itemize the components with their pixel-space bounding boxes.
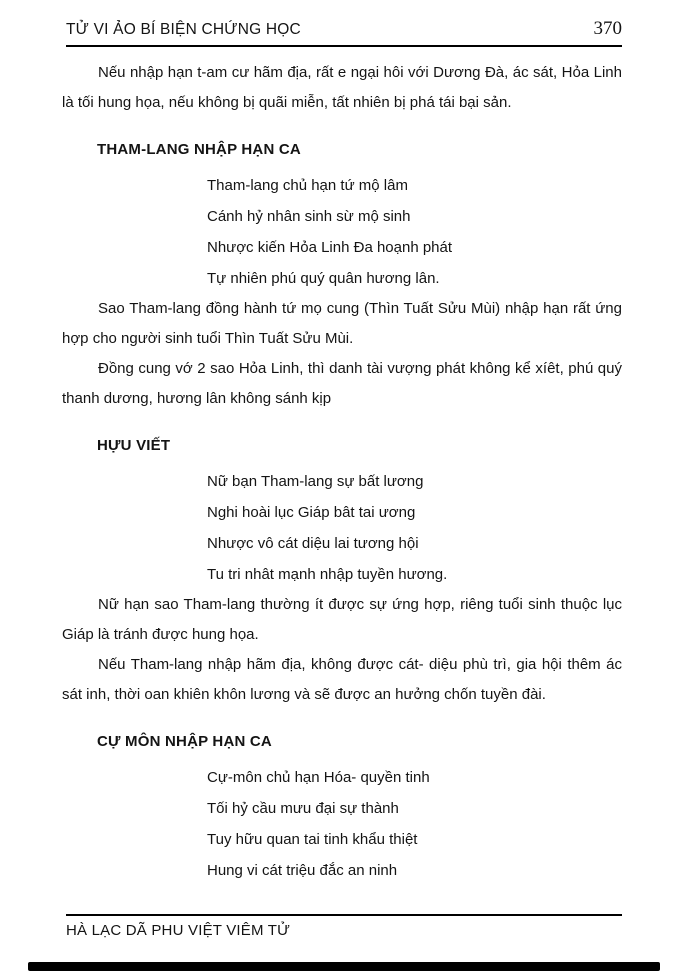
intro-paragraph: Nếu nhập hạn t-am cư hãm địa, rất e ngại hôi với Dương Đà, ác sát, Hỏa Linh là tối hung họa, nếu không bị quãi miễn, tất nhiên bị phá tái bại sản. — [62, 64, 622, 111]
verse-line: Tự nhiên phú quý quân hương lân. — [207, 270, 440, 287]
verse-line: Tu tri nhât mạnh nhập tuyền hương. — [207, 566, 448, 583]
verse-line: Cánh hỷ nhân sinh sừ mộ sinh — [207, 208, 411, 225]
section-heading-tham-lang-nhap-han-ca: THAM-LANG NHẬP HẠN CA — [97, 141, 301, 158]
page-header — [66, 18, 622, 47]
verse-line: Nữ bạn Tham-lang sự bất lương — [207, 473, 424, 490]
verse-line: Nghi hoài lục Giáp bât tai ương — [207, 504, 416, 521]
page-footer — [66, 914, 622, 939]
verse-line: Nhược kiến Hỏa Linh Đa hoạnh phát — [207, 239, 453, 256]
paragraph: Sao Tham-lang đồng hành tứ mọ cung (Thìn Tuất Sửu Mùi) nhập hạn rất ứng hợp cho người sinh tuổi Thìn Tuất Sửu Mùi. — [62, 300, 622, 347]
verse-line: Tuy hữu quan tai tinh khẩu thiệt — [207, 831, 418, 848]
section-heading-cu-mon-nhap-han-ca: CỰ MÔN NHẬP HẠN CA — [97, 733, 272, 750]
page-content — [62, 58, 622, 886]
paragraph: Đồng cung vớ 2 sao Hỏa Linh, thì danh tài vượng phát không kể xíêt, phú quý thanh dương, hương lân không sánh kịp — [62, 360, 622, 407]
footer-text: HÀ LẠC DÃ PHU VIỆT VIÊM TỬ — [66, 922, 291, 939]
scan-artifact-bar — [28, 962, 660, 971]
verse-line: Nhược vô cát diệu lai tương hội — [207, 535, 419, 552]
section-heading-huu-viet: HỰU VIẾT — [97, 437, 171, 454]
running-header-title: TỬ VI ẢO BÍ BIỆN CHỨNG HỌC — [66, 21, 301, 38]
verse-line: Tối hỷ cầu mưu đại sự thành — [207, 800, 399, 817]
verse-block-cu-mon — [207, 762, 622, 886]
paragraph: Nếu Tham-lang nhập hãm địa, không được cát- diệu phù trì, gia hội thêm ác sát inh, thời oan khiên khôn lương và sẽ được an hưởng chốn tuyền đài. — [62, 656, 622, 703]
page-number: 370 — [593, 18, 622, 39]
verse-block-tham-lang — [207, 170, 622, 294]
verse-block-huu-viet — [207, 466, 622, 590]
verse-line: Hung vi cát triệu đắc an ninh — [207, 862, 398, 879]
verse-line: Cự-môn chủ hạn Hóa- quyền tinh — [207, 769, 430, 786]
verse-line: Tham-lang chủ hạn tứ mộ lâm — [207, 177, 408, 194]
paragraph: Nữ hạn sao Tham-lang thường ít được sự ứng hợp, riêng tuổi sinh thuộc lục Giáp là tránh được hung họa. — [62, 596, 622, 643]
